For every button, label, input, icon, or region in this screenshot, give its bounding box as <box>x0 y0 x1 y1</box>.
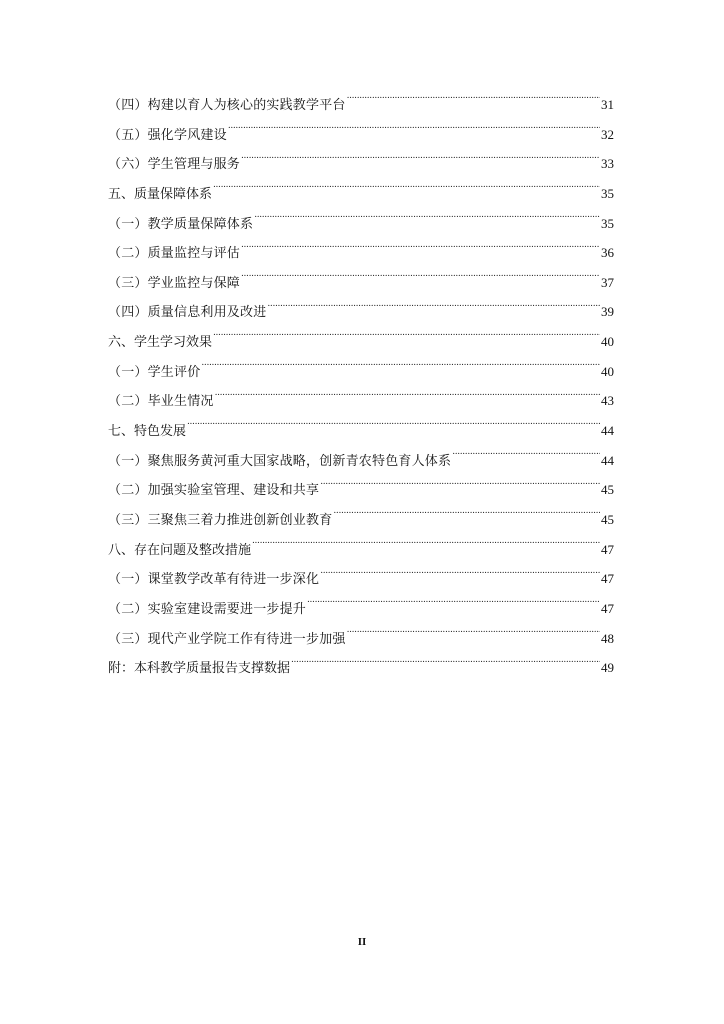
toc-dot-leader <box>254 215 600 228</box>
toc-entry[interactable] <box>108 90 614 120</box>
toc-entry-page: 47 <box>601 541 614 557</box>
toc-entry[interactable] <box>108 475 614 505</box>
toc-entry[interactable] <box>108 238 614 268</box>
toc-dot-leader <box>215 392 600 405</box>
toc-entry[interactable] <box>108 446 614 476</box>
toc-entry[interactable] <box>108 357 614 387</box>
toc-dot-leader <box>213 185 600 198</box>
toc-entry[interactable] <box>108 653 614 683</box>
toc-dot-leader <box>241 244 600 257</box>
toc-entry-title: （二）加强实验室管理、建设和共享 <box>108 483 320 499</box>
toc-dot-leader <box>347 96 600 109</box>
toc-dot-leader <box>213 333 600 346</box>
toc-dot-leader <box>228 126 600 139</box>
toc-entry-title: 六、学生学习效果 <box>108 335 213 351</box>
page-number: II <box>357 936 367 948</box>
toc-dot-leader <box>241 155 600 168</box>
toc-entry-title: （一）课堂教学改革有待进一步深化 <box>108 572 320 588</box>
toc-dot-leader <box>252 541 600 554</box>
table-of-contents <box>108 90 614 683</box>
toc-entry-title: （二）毕业生情况 <box>108 394 214 410</box>
toc-entry[interactable] <box>108 505 614 535</box>
toc-entry-page: 45 <box>601 482 614 498</box>
toc-entry-page: 35 <box>601 185 614 201</box>
toc-entry-title: （二）实验室建设需要进一步提升 <box>108 601 307 617</box>
toc-entry[interactable] <box>108 149 614 179</box>
toc-entry-title: 五、质量保障体系 <box>108 186 213 202</box>
toc-entry[interactable] <box>108 297 614 327</box>
toc-entry-title: （三）三聚焦三着力推进创新创业教育 <box>108 512 333 528</box>
toc-entry[interactable] <box>108 120 614 150</box>
toc-entry-page: 40 <box>601 334 614 350</box>
toc-dot-leader <box>201 363 600 376</box>
toc-entry-page: 32 <box>601 126 614 142</box>
toc-entry-title: （一）教学质量保障体系 <box>108 216 254 232</box>
toc-entry[interactable] <box>108 594 614 624</box>
toc-dot-leader <box>333 511 600 524</box>
toc-entry-page: 47 <box>601 571 614 587</box>
toc-entry-page: 44 <box>601 452 614 468</box>
toc-entry[interactable] <box>108 268 614 298</box>
toc-dot-leader <box>320 570 600 583</box>
toc-entry[interactable] <box>108 327 614 357</box>
toc-entry[interactable] <box>108 416 614 446</box>
toc-entry-title: 七、特色发展 <box>108 424 187 440</box>
toc-entry[interactable] <box>108 624 614 654</box>
toc-entry-page: 44 <box>601 423 614 439</box>
toc-entry-title: 附：本科教学质量报告支撑数据 <box>108 661 291 677</box>
toc-dot-leader <box>347 630 600 643</box>
toc-dot-leader <box>241 274 600 287</box>
toc-entry[interactable] <box>108 535 614 565</box>
toc-entry-title: 八、存在问题及整改措施 <box>108 542 252 558</box>
toc-dot-leader <box>307 600 600 613</box>
toc-entry-page: 36 <box>601 245 614 261</box>
toc-entry-title: （四）质量信息利用及改进 <box>108 305 267 321</box>
toc-entry-title: （六）学生管理与服务 <box>108 157 241 173</box>
toc-entry-page: 39 <box>601 304 614 320</box>
toc-dot-leader <box>452 452 600 465</box>
toc-dot-leader <box>320 481 600 494</box>
toc-dot-leader <box>267 303 600 316</box>
toc-entry-page: 35 <box>601 215 614 231</box>
toc-entry-page: 49 <box>601 660 614 676</box>
toc-entry-page: 48 <box>601 630 614 646</box>
toc-dot-leader <box>187 422 600 435</box>
toc-entry-page: 31 <box>601 97 614 112</box>
toc-entry-page: 33 <box>601 156 614 172</box>
toc-entry-title: （三）学业监控与保障 <box>108 275 241 291</box>
toc-entry-title: （一）学生评价 <box>108 364 201 380</box>
toc-entry[interactable] <box>108 209 614 239</box>
toc-entry[interactable] <box>108 179 614 209</box>
toc-entry-title: （四）构建以育人为核心的实践教学平台 <box>108 98 346 113</box>
toc-entry-page: 37 <box>601 274 614 290</box>
toc-entry-page: 40 <box>601 363 614 379</box>
toc-entry-title: （五）强化学风建设 <box>108 127 227 143</box>
toc-entry-page: 47 <box>601 600 614 616</box>
toc-entry-page: 45 <box>601 511 614 527</box>
toc-entry-title: （一）聚焦服务黄河重大国家战略，创新青农特色育人体系 <box>108 453 452 469</box>
toc-entry-page: 43 <box>601 393 614 409</box>
toc-entry[interactable] <box>108 564 614 594</box>
toc-dot-leader <box>291 659 600 672</box>
toc-entry-title: （三）现代产业学院工作有待进一步加强 <box>108 631 346 647</box>
toc-entry[interactable] <box>108 386 614 416</box>
toc-entry-title: （二）质量监控与评估 <box>108 246 241 262</box>
